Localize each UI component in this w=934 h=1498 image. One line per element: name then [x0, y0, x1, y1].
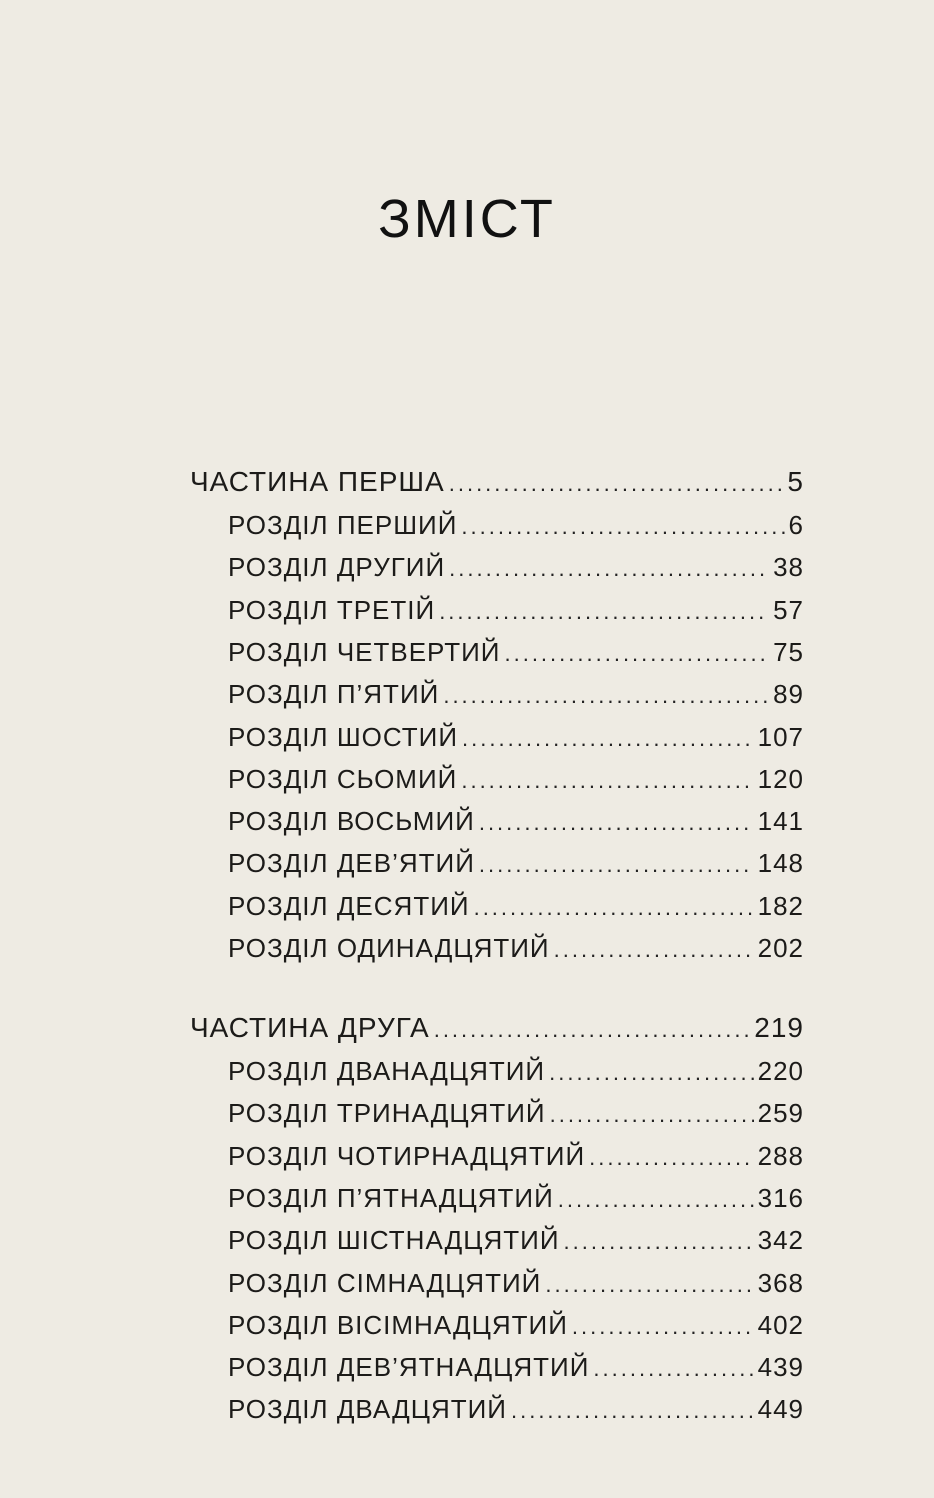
- toc-chapter-page-number: 38: [773, 552, 804, 583]
- toc-part-label: ЧАСТИНА ПЕРША: [190, 466, 445, 497]
- toc-chapter: [228, 1098, 804, 1129]
- dot-leader: [554, 937, 754, 963]
- toc-chapter: [228, 1183, 804, 1214]
- dot-leader: [462, 726, 754, 752]
- dot-leader: [550, 1102, 754, 1128]
- dot-leader: [461, 514, 784, 540]
- dot-leader: [474, 895, 754, 921]
- toc-part-label: ЧАСТИНА ДРУГА: [190, 1012, 430, 1043]
- toc-chapter-label: РОЗДІЛ ДРУГИЙ: [228, 552, 446, 583]
- toc-part: [190, 1012, 804, 1044]
- toc-chapter: [228, 1268, 804, 1299]
- toc-chapter-page-number: 6: [788, 510, 804, 540]
- toc-chapter: [228, 637, 804, 668]
- toc-chapter: [228, 891, 804, 922]
- dot-leader: [549, 1060, 754, 1086]
- dot-leader: [434, 1017, 751, 1043]
- dot-leader: [443, 683, 769, 709]
- toc-chapter: [228, 722, 804, 753]
- dot-leader: [479, 810, 754, 836]
- toc-chapter-page-number: 57: [773, 594, 804, 625]
- toc-chapter: [228, 933, 804, 964]
- toc-chapter-page-number: 368: [757, 1267, 804, 1298]
- toc-chapter-page-number: 89: [773, 679, 804, 710]
- toc-chapter-label: РОЗДІЛ СІМНАДЦЯТИЙ: [228, 1267, 542, 1298]
- dot-leader: [593, 1356, 753, 1382]
- toc-chapter-page-number: 402: [757, 1309, 804, 1340]
- toc-chapter-label: РОЗДІЛ ВІСІМНАДЦЯТИЙ: [228, 1309, 568, 1340]
- toc-chapter: [228, 679, 804, 710]
- toc-chapter-page-number: 75: [773, 636, 804, 667]
- dot-leader: [558, 1187, 754, 1213]
- dot-leader: [589, 1145, 753, 1171]
- toc-chapter-page-number: 141: [757, 806, 804, 837]
- toc-chapter: [228, 1141, 804, 1172]
- dot-leader: [449, 471, 784, 497]
- toc-chapter-label: РОЗДІЛ ДВАНАДЦЯТИЙ: [228, 1056, 546, 1086]
- dot-leader: [439, 599, 769, 625]
- dot-leader: [504, 641, 769, 667]
- toc-chapter-label: РОЗДІЛ ДВАДЦЯТИЙ: [228, 1394, 507, 1425]
- toc-chapter-page-number: 439: [757, 1352, 804, 1383]
- toc-chapter-page-number: 202: [757, 933, 804, 963]
- toc-chapter: [228, 1310, 804, 1341]
- toc-chapter-label: РОЗДІЛ ДЕВ’ЯТНАДЦЯТИЙ: [228, 1352, 590, 1383]
- toc-chapter-page-number: 342: [757, 1225, 804, 1256]
- toc-chapter-label: РОЗДІЛ П’ЯТИЙ: [228, 679, 440, 710]
- dot-leader: [545, 1272, 753, 1298]
- toc-chapter: [228, 1056, 804, 1087]
- toc-chapter: [228, 510, 804, 541]
- toc-chapter-page-number: 316: [757, 1182, 804, 1213]
- toc-chapter-label: РОЗДІЛ П’ЯТНАДЦЯТИЙ: [228, 1182, 554, 1213]
- toc-chapter-label: РОЗДІЛ ШОСТИЙ: [228, 721, 459, 752]
- toc-chapter: [228, 764, 804, 795]
- dot-leader: [461, 768, 753, 794]
- toc-chapter-label: РОЗДІЛ ОДИНАДЦЯТИЙ: [228, 933, 550, 963]
- dot-leader: [511, 1398, 754, 1424]
- dot-leader: [479, 852, 754, 878]
- toc-chapter: [228, 552, 804, 583]
- toc-chapter: [228, 1352, 804, 1383]
- dot-leader: [449, 556, 769, 582]
- toc-chapter-label: РОЗДІЛ ВОСЬМИЙ: [228, 806, 475, 837]
- toc-chapter-label: РОЗДІЛ ПЕРШИЙ: [228, 510, 458, 540]
- toc-chapter: [228, 1394, 804, 1425]
- toc-chapter-page-number: 259: [757, 1098, 804, 1129]
- toc-chapter-label: РОЗДІЛ ЧОТИРНАДЦЯТИЙ: [228, 1140, 586, 1171]
- toc-chapter: [228, 806, 804, 837]
- toc-chapter: [228, 595, 804, 626]
- toc-chapter-page-number: 449: [757, 1394, 804, 1425]
- toc-chapter-label: РОЗДІЛ ТРИНАДЦЯТИЙ: [228, 1098, 546, 1129]
- toc-part-page-number: 5: [787, 466, 804, 497]
- toc-chapter-label: РОЗДІЛ ДЕВ’ЯТИЙ: [228, 848, 475, 879]
- toc-chapter-page-number: 288: [757, 1140, 804, 1171]
- toc-chapter-label: РОЗДІЛ ДЕСЯТИЙ: [228, 890, 470, 921]
- dot-leader: [564, 1229, 754, 1255]
- toc-chapter-label: РОЗДІЛ СЬОМИЙ: [228, 763, 458, 794]
- toc-chapter-label: РОЗДІЛ ТРЕТІЙ: [228, 594, 436, 625]
- toc-chapter-page-number: 148: [757, 848, 804, 879]
- toc-part: [190, 466, 804, 498]
- toc-part-page-number: 219: [754, 1012, 804, 1043]
- toc-chapter: [228, 1225, 804, 1256]
- toc-chapter-page-number: 182: [757, 890, 804, 921]
- toc-chapter-page-number: 107: [757, 721, 804, 752]
- toc-chapter-page-number: 120: [757, 763, 804, 794]
- toc-chapter-label: РОЗДІЛ ЧЕТВЕРТИЙ: [228, 636, 501, 667]
- page-title: ЗМІСТ: [378, 189, 556, 249]
- dot-leader: [572, 1314, 754, 1340]
- toc-chapter-label: РОЗДІЛ ШІСТНАДЦЯТИЙ: [228, 1225, 560, 1256]
- toc-chapter: [228, 848, 804, 879]
- toc-chapter-page-number: 220: [757, 1056, 804, 1086]
